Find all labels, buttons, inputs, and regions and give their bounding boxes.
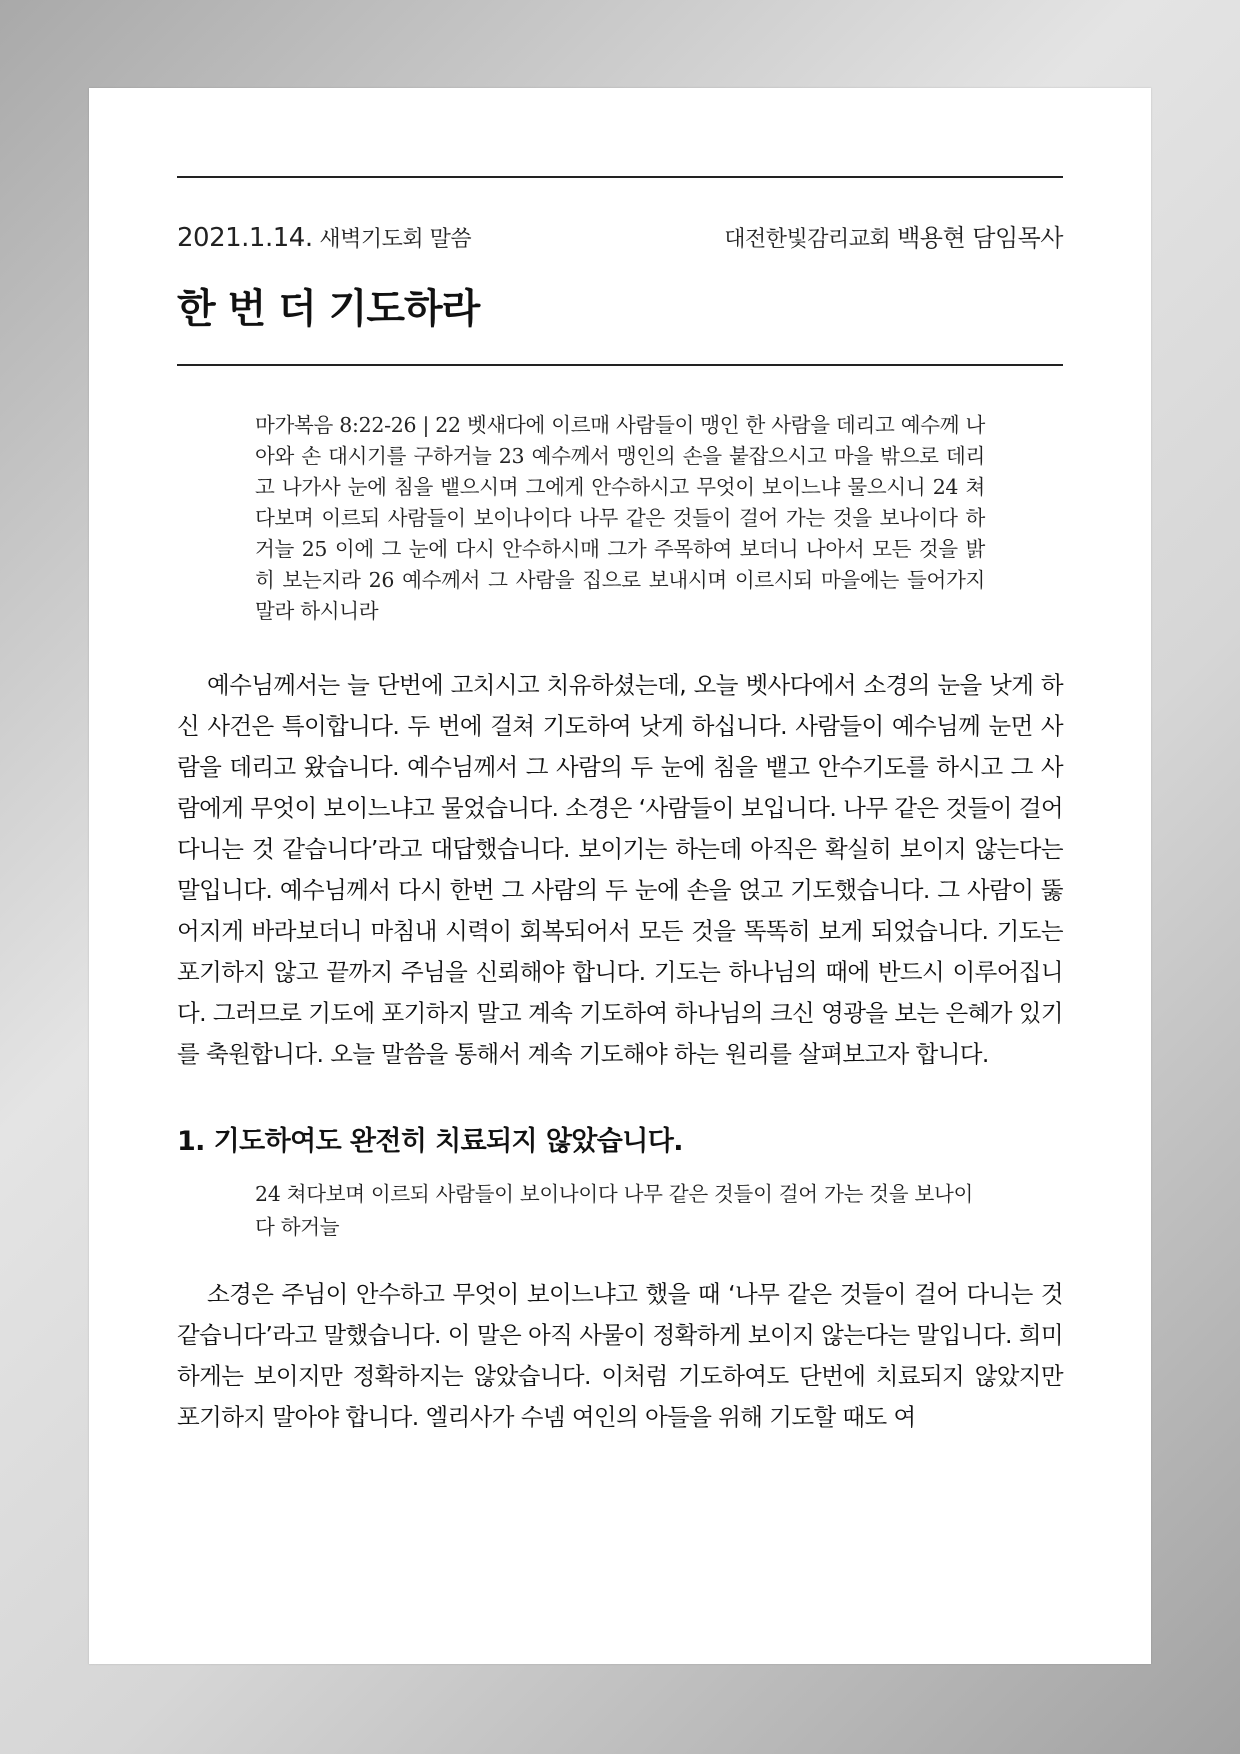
scripture-passage: 마가복음 8:22-26 | 22 벳새다에 이르매 사람들이 맹인 한 사람을 데리고 예수께 나아와 손 대시기를 구하거늘 23 예수께서 맹인의 손을 붙잡으시고 마을 밖으로 데리고 나가사 눈에 침을 뱉으시며 그에게 안수하시고 무엇이 보이느냐 물으시니 24 쳐다보며 이르되 사람들이 보이나이다 나무 같은 것들이 걸어 가는 것을 보나이다 하거늘 25 이에 그 눈에 다시 안수하시매 그가 주목하여 보더니 나아서 모든 것을 밝히 보는지라 26 예수께서 그 사람을 집으로 보내시며 이르시되 마을에는 들어가지 말라 하시니라 bbox=[255, 413, 985, 623]
preacher-info bbox=[724, 218, 1063, 253]
pastor-name: 백용현 담임목사 bbox=[897, 224, 1063, 252]
section-body-1: 소경은 주님이 안수하고 무엇이 보이느냐고 했을 때 ‘나무 같은 것들이 걸어 다니는 것 같습니다’라고 말했습니다. 이 말은 아직 사물이 정확하게 보이지 않는다는 말입니다. 희미하게는 보이지만 정확하지는 않았습니다. 이처럼 기도하여도 단번에 치료되지 않았지만 포기하지 말아야 합니다. 엘리사가 수넴 여인의 아들을 위해 기도할 때도 여 bbox=[177, 1280, 1063, 1431]
page-content bbox=[177, 176, 1063, 1438]
document-page bbox=[89, 88, 1151, 1664]
church-name: 대전한빛감리교회 bbox=[724, 227, 891, 252]
intro-paragraph: 예수님께서는 늘 단번에 고치시고 치유하셨는데, 오늘 벳사다에서 소경의 눈을 낫게 하신 사건은 특이합니다. 두 번에 걸쳐 기도하여 낫게 하십니다. 사람들이 예수님께 눈먼 사람을 데리고 왔습니다. 예수님께서 그 사람의 두 눈에 침을 뱉고 안수기도를 하시고 그 사람에게 무엇이 보이느냐고 물었습니다. 소경은 ‘사람들이 보입니다. 나무 같은 것들이 걸어 다니는 것 같습니다’라고 대답했습니다. 보이기는 하는데 아직은 확실히 보이지 않는다는 말입니다. 예수님께서 다시 한번 그 사람의 두 눈에 손을 얹고 기도했습니다. 그 사람이 뚫어지게 바라보더니 마침내 시력이 회복되어서 모든 것을 똑똑히 보게 되었습니다. 기도는 포기하지 않고 끝까지 주님을 신뢰해야 합니다. 기도는 하나님의 때에 반드시 이루어집니다. 그러므로 기도에 포기하지 말고 계속 기도하여 하나님의 크신 영광을 보는 은혜가 있기를 축원합니다. 오늘 말씀을 통해서 계속 기도해야 하는 원리를 살펴보고자 합니다. bbox=[177, 671, 1063, 1068]
service-name: 새벽기도회 말씀 bbox=[319, 227, 472, 252]
sermon-date: 2021.1.14. bbox=[177, 223, 313, 253]
sermon-title: 한 번 더 기도하라 bbox=[177, 286, 480, 332]
sermon-date-info bbox=[177, 222, 471, 253]
top-rule bbox=[177, 176, 1063, 178]
title-rule bbox=[177, 364, 1063, 366]
section-heading-1: 1. 기도하여도 완전히 치료되지 않았습니다. bbox=[177, 1126, 683, 1157]
section-quote-1: 24 쳐다보며 이르되 사람들이 보이나이다 나무 같은 것들이 걸어 가는 것을 보나이다 하거늘 bbox=[255, 1182, 973, 1239]
header-meta bbox=[177, 218, 1063, 253]
